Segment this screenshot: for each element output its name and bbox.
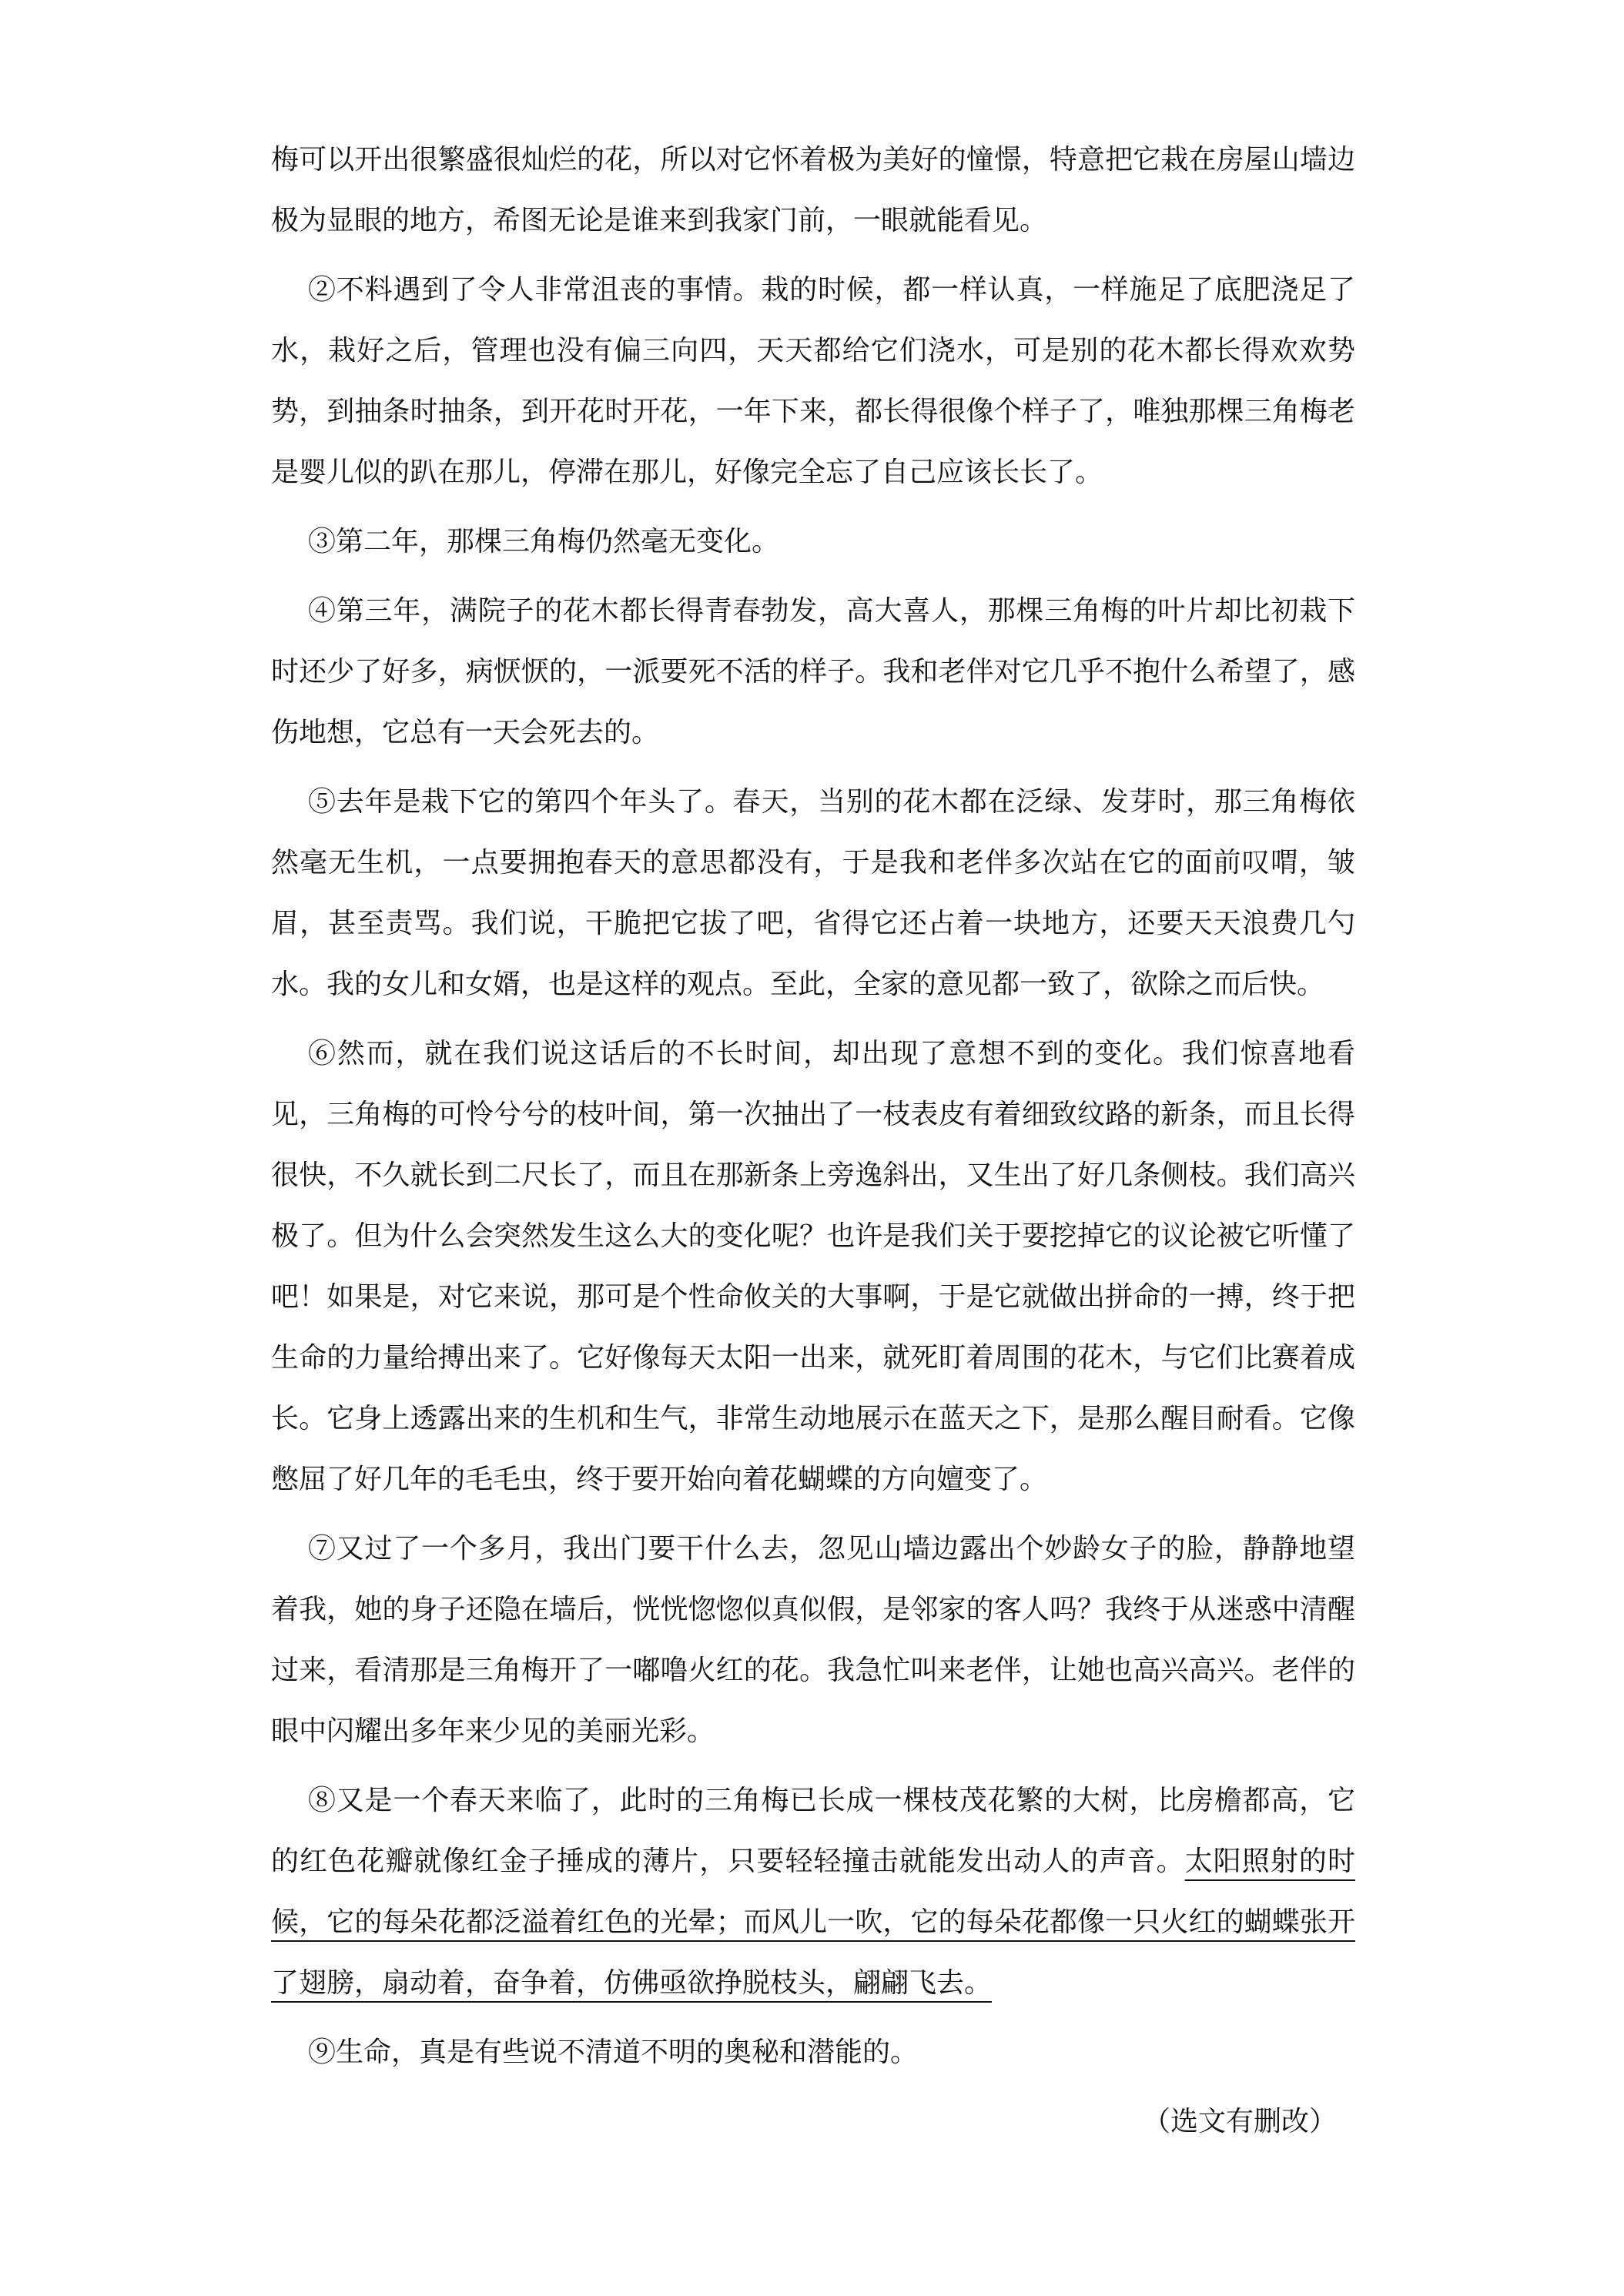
paragraph-6: ⑥然而，就在我们说这话后的不长时间，却出现了意想不到的变化。我们惊喜地看见，三角梅的可怜兮兮的枝叶间，第一次抽出了一枝表皮有着细致纹路的新条，而且长得很快，不久就长到二尺长了，而且在那新条上旁逸斜出，又生出了好几条侧枝。我们高兴极了。但为什么会突然发生这么大的变化呢？也许是我们关于要挖掉它的议论被它听懂了吧！如果是，对它来说，那可是个性命攸关的大事啊，于是它就做出拼命的一搏，终于把生命的力量给搏出来了。它好像每天太阳一出来，就死盯着周围的花木，与它们比赛着成长。它身上透露出来的生机和生气，非常生动地展示在蓝天之下，是那么醒目耐看。它像憋屈了好几年的毛毛虫，终于要开始向着花蝴蝶的方向嬗变了。 xyxy=(271,1038,1355,1495)
paragraph-3: ③第二年，那棵三角梅仍然毫无变化。 xyxy=(308,526,780,557)
paragraph-4: ④第三年，满院子的花木都长得青春勃发，高大喜人，那棵三角梅的叶片却比初栽下时还少了好多，病恹恹的，一派要死不活的样子。我和老伴对它几乎不抱什么希望了，感伤地想，它总有一天会死去的。 xyxy=(271,595,1355,748)
paragraph-5: ⑤去年是栽下它的第四个年头了。春天，当别的花木都在泛绿、发芽时，那三角梅依然毫无生机，一点要拥抱春天的意思都没有，于是我和老伴多次站在它的面前叹喟，皱眉，甚至责骂。我们说，干脆把它拔了吧，省得它还占着一块地方，还要天天浪费几勺水。我的女儿和女婿，也是这样的观点。至此，全家的意见都一致了，欲除之而后快。 xyxy=(271,786,1355,1000)
paragraph-continued: 梅可以开出很繁盛很灿烂的花，所以对它怀着极为美好的憧憬，特意把它栽在房屋山墙边极为显眼的地方，希图无论是谁来到我家门前，一眼就能看见。 xyxy=(271,144,1355,236)
article-body xyxy=(271,129,1355,2152)
source-note: （选文有删改） xyxy=(1142,2106,1337,2137)
paragraph-9: ⑨生命，真是有些说不清道不明的奥秘和潜能的。 xyxy=(308,2037,919,2068)
paragraph-7: ⑦又过了一个多月，我出门要干什么去，忽见山墙边露出个妙龄女子的脸，静静地望着我，她的身子还隐在墙后，恍恍惚惚似真似假，是邻家的客人吗？我终于从迷惑中清醒过来，看清那是三角梅开了一嘟噜火红的花。我急忙叫来老伴，让她也高兴高兴。老伴的眼中闪耀出多年来少见的美丽光彩。 xyxy=(271,1533,1355,1747)
paragraph-8 xyxy=(271,1770,1355,2013)
underlined-sentence: 太阳照射的时候，它的每朵花都泛溢着红色的光晕；而风儿一吹，它的每朵花都像一只火红的蝴蝶张开了翅膀，扇动着，奋争着，仿佛亟欲挣脱枝头，翩翩飞去。 xyxy=(271,1846,1355,1999)
paragraph-2: ②不料遇到了令人非常沮丧的事情。栽的时候，都一样认真，一样施足了底肥浇足了水，栽好之后，管理也没有偏三向四，天天都给它们浇水，可是别的花木都长得欢欢势势，到抽条时抽条，到开花时开花，一年下来，都长得很像个样子了，唯独那棵三角梅老是婴儿似的趴在那儿，停滞在那儿，好像完全忘了自己应该长长了。 xyxy=(271,274,1355,488)
paragraph-8-text: ⑧又是一个春天来临了，此时的三角梅已长成一棵枝茂花繁的大树，比房檐都高，它的红色花瓣就像红金子捶成的薄片，只要轻轻撞击就能发出动人的声音。 xyxy=(271,1785,1355,1877)
